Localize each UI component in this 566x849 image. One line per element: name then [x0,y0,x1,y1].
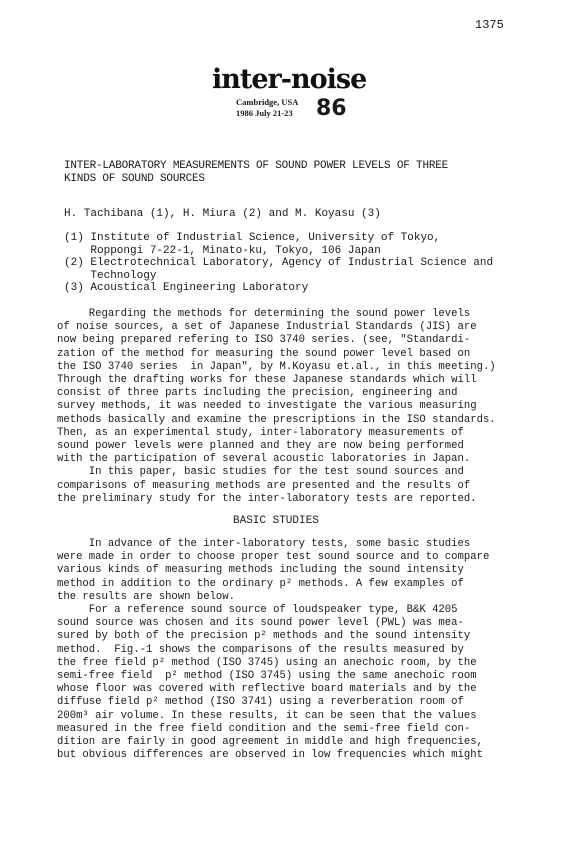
body-line: In advance of the inter-laboratory tests, some basic studies [57,538,471,550]
body-line: Regarding the methods for determining the sound power levels [57,308,471,320]
body-line: semi-free field p² method (ISO 3745) using the same anechoic room [57,670,477,683]
logo-place: Cambridge, USA [236,97,299,107]
body-line: now being prepared refering to ISO 3740 series. (see, "Standardi- [57,334,471,347]
body-line: diffuse field p² method (ISO 3741) using a reverberation room of [57,696,464,709]
body-line: Through the drafting works for these Japanese standards which will [57,374,477,387]
body-line: of noise sources, a set of Japanese Industrial Standards (JIS) are [57,321,477,334]
affiliation-list [64,232,493,295]
body-line: measured in the free field condition and the semi-free field con- [57,722,471,735]
body-line: the preliminary study for the inter-laboratory tests are reported. [57,492,477,505]
title-line: INTER-LABORATORY MEASUREMENTS OF SOUND POWER LEVELS OF THREE [64,160,449,172]
body-line: Then, as an experimental study, inter-laboratory measurements of [57,426,464,439]
body-line: various kinds of measuring methods including the sound intensity [57,564,464,577]
body-line: dition are fairly in good agreement in middle and high frequencies, [57,736,483,749]
body-line: methods basically and examine the prescriptions in the ISO standards. [57,413,496,426]
section-heading: BASIC STUDIES [233,515,319,527]
paper-title [64,160,448,186]
affiliation-line: Technology [64,269,157,282]
body-line: survey methods, it was needed to investigate the various measuring [57,400,477,413]
affiliation-line: Roppongi 7-22-1, Minato-ku, Tokyo, 106 Japan [64,244,381,257]
body-line: For a reference sound source of loudspeaker type, B&K 4205 [57,604,458,617]
body-line: with the participation of several acoustic laboratories in Japan. [57,453,471,466]
body-line: the results are shown below. [57,590,236,603]
body-line: were made in order to choose proper test sound source and to compare [57,551,490,564]
basic-studies-paragraph [57,538,507,762]
logo-year: 86 [316,96,347,121]
page-number: 1375 [475,18,504,32]
affiliation-line: (2) Electrotechnical Laboratory, Agency of Industrial Science and [64,257,494,270]
title-line: KINDS OF SOUND SOURCES [64,173,205,185]
affiliation-line: (1) Institute of Industrial Science, University of Tokyo, [64,232,441,244]
body-line: 200m³ air volume. In these results, it can be seen that the values [57,709,477,722]
author-list: H. Tachibana (1), H. Miura (2) and M. Koyasu (3) [64,208,381,220]
body-line: method in addition to the ordinary p² methods. A few examples of [57,577,464,590]
body-line: In this paper, basic studies for the test sound sources and [57,466,464,479]
body-line: but obvious differences are observed in low frequencies which might [57,749,483,762]
body-line: whose floor was covered with reflective board materials and by the [57,683,477,696]
affiliation-line: (3) Acoustical Engineering Laboratory [64,282,309,295]
body-line: sured by both of the precision p² methods and the sound intensity [57,630,471,643]
introduction-paragraph [57,308,507,506]
body-line: consist of three parts including the precision, engineering and [57,387,458,400]
body-line: zation of the method for measuring the sound power level based on [57,347,471,360]
body-line: comparisons of measuring methods are presented and the results of [57,479,471,492]
body-line: sound source was chosen and its sound power level (PWL) was mea- [57,617,464,630]
body-line: the ISO 3740 series in Japan", by M.Koyasu et.al., in this meeting.) [57,360,496,373]
logo-date: 1986 July 21-23 [236,108,293,118]
body-line: sound power levels were planned and they are now being performed [57,440,464,453]
body-line: method. Fig.-1 shows the comparisons of the results measured by [57,643,464,656]
body-line: the free field p² method (ISO 3745) using an anechoic room, by the [57,656,477,669]
logo-wordmark: inter-noise [212,64,367,95]
